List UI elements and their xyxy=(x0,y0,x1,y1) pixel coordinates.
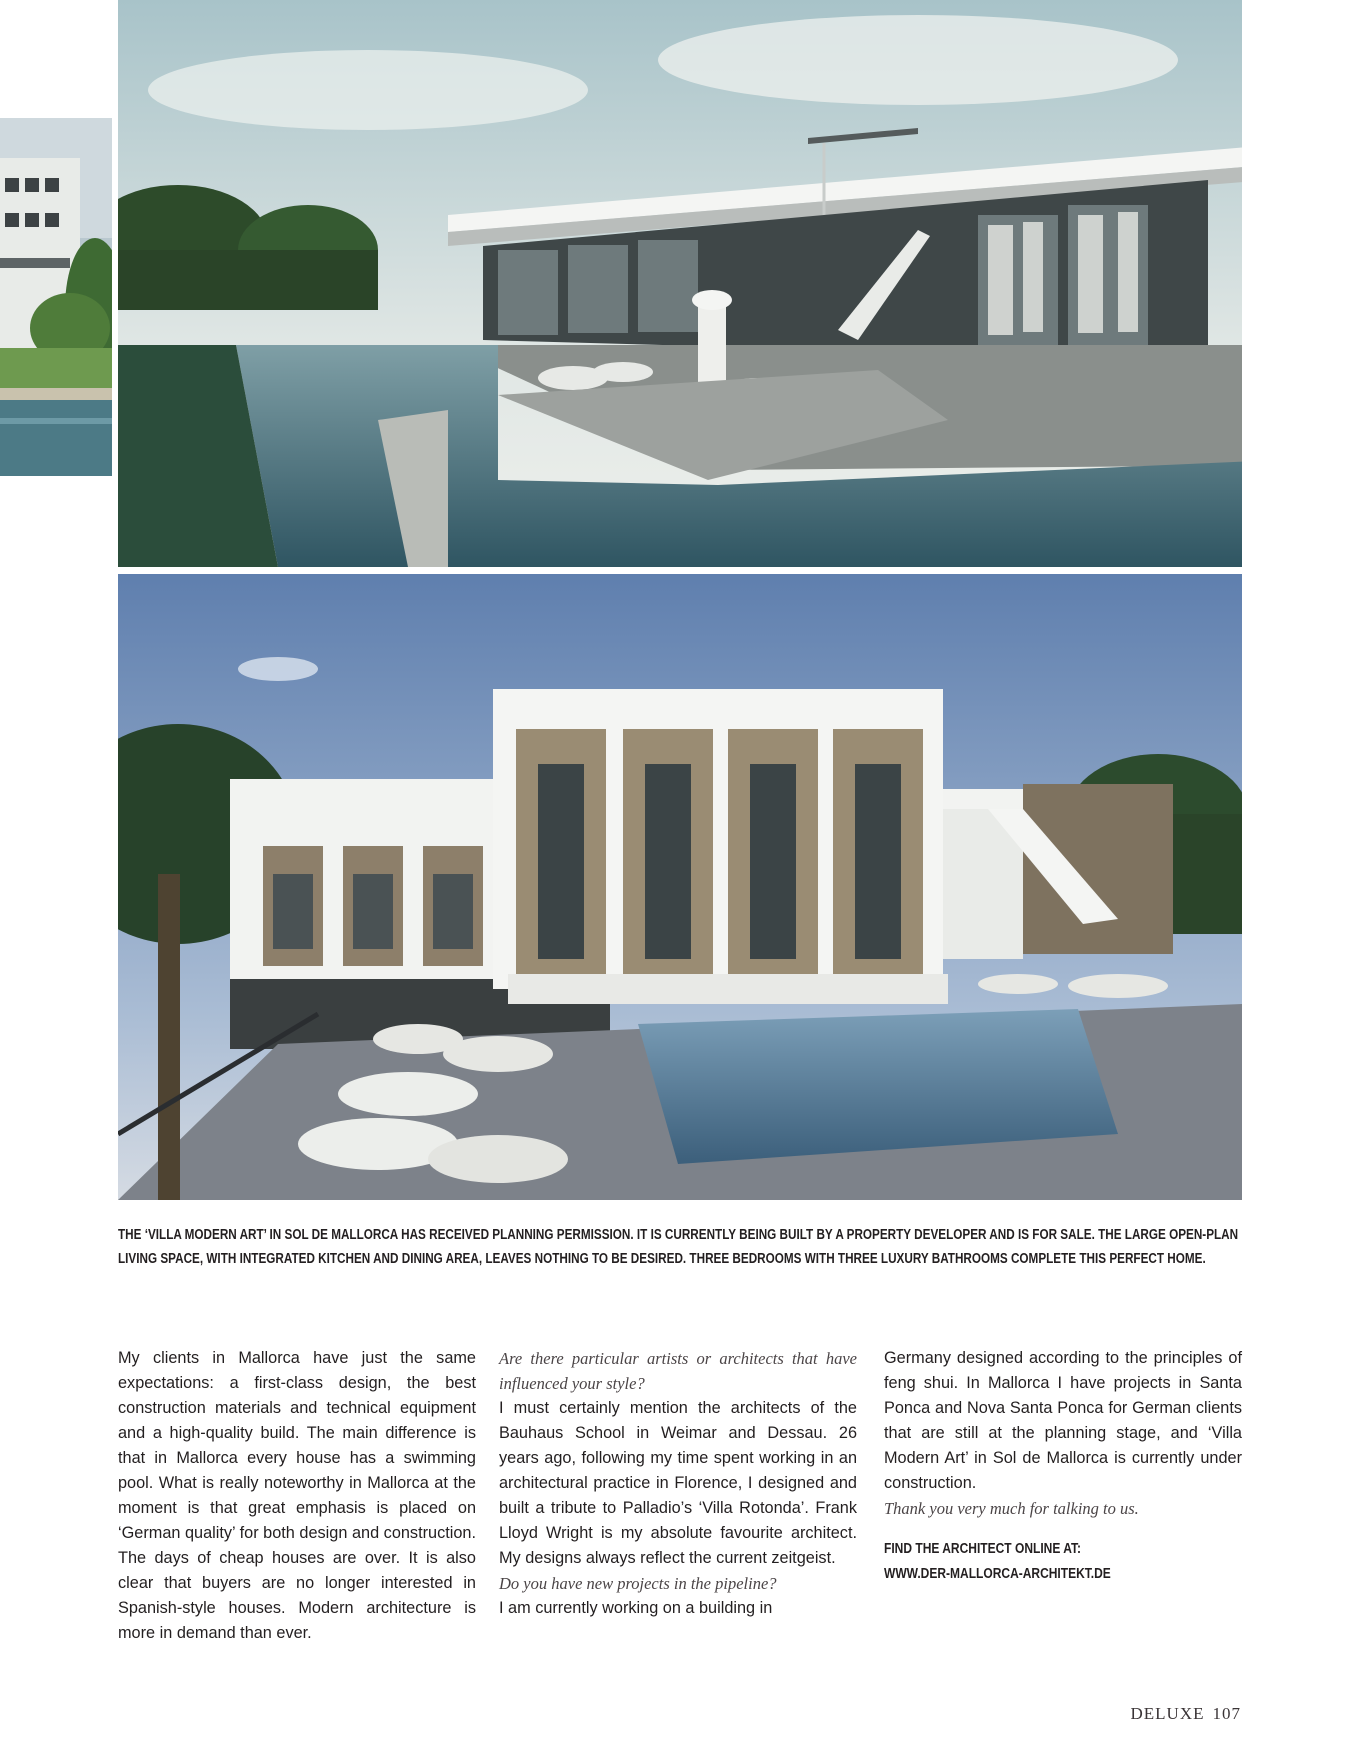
interview-answer: I am currently working on a building in xyxy=(499,1599,773,1617)
interview-question: Do you have new projects in the pipeline? xyxy=(499,1574,777,1593)
article-paragraph: My clients in Mallorca have just the same expectations: a first-class design, the best construction materials and technical equipment and a high-quality build. The main difference is that in Mallorca every house has a swimming pool. What is really noteworthy in Mallorca at the moment is that great emphasis is placed on ‘German quality’ for both design and construction. The days of cheap houses are over. It is also clear that buyers are no longer interested in Spanish-style houses. Modern architecture is more in demand than ever. xyxy=(118,1349,476,1642)
caption-line-2: LIVING SPACE, WITH INTEGRATED KITCHEN AND DINING AREA, LEAVES NOTHING TO BE DESIRED. THREE BEDROOMS WITH THREE LUXURY BATHROOMS COMPLETE THIS PERFECT HOME. xyxy=(118,1251,1206,1267)
article-column-2 xyxy=(499,1346,857,1621)
villa-render-front-view xyxy=(118,574,1242,1200)
page-number: 107 xyxy=(1212,1704,1241,1723)
architect-online-label: FIND THE ARCHITECT ONLINE AT: xyxy=(884,1541,1082,1557)
villa-render-pool-view xyxy=(118,0,1242,567)
closing-remark: Thank you very much for talking to us. xyxy=(884,1499,1139,1518)
interview-question: Are there particular artists or architects that have influenced your style? xyxy=(499,1349,857,1393)
architect-website-link[interactable]: WWW.DER-MALLORCA-ARCHITEKT.DE xyxy=(884,1566,1111,1582)
article-column-3 xyxy=(884,1346,1242,1587)
interview-answer-continued: Germany designed according to the principles of feng shui. In Mallorca I have projects in Santa Ponca and Nova Santa Ponca for German clients that are still at the planning stage, and ‘Villa Modern Art’ in Sol de Mallorca is currently under construction. xyxy=(884,1349,1242,1492)
magazine-name: DELUXE xyxy=(1130,1704,1205,1723)
side-photo-thumbnail xyxy=(0,118,112,476)
caption-line-1: THE ‘VILLA MODERN ART’ IN SOL DE MALLORCA HAS RECEIVED PLANNING PERMISSION. IT IS CURRENTLY BEING BUILT BY A PROPERTY DEVELOPER AND IS FOR SALE. THE LARGE OPEN-PLAN xyxy=(118,1227,1239,1243)
photo-caption xyxy=(118,1223,1239,1271)
interview-answer: I must certainly mention the architects of the Bauhaus School in Weimar and Dessau. 26 years ago, following my time spent working in an architectural practice in Florence, I designed and built a tribute to Palladio’s ‘Villa Rotonda’. Frank Lloyd Wright is my absolute favourite architect. My designs always reflect the current zeitgeist. xyxy=(499,1399,857,1567)
page-footer xyxy=(1131,1704,1241,1724)
article-column-1 xyxy=(118,1346,476,1646)
